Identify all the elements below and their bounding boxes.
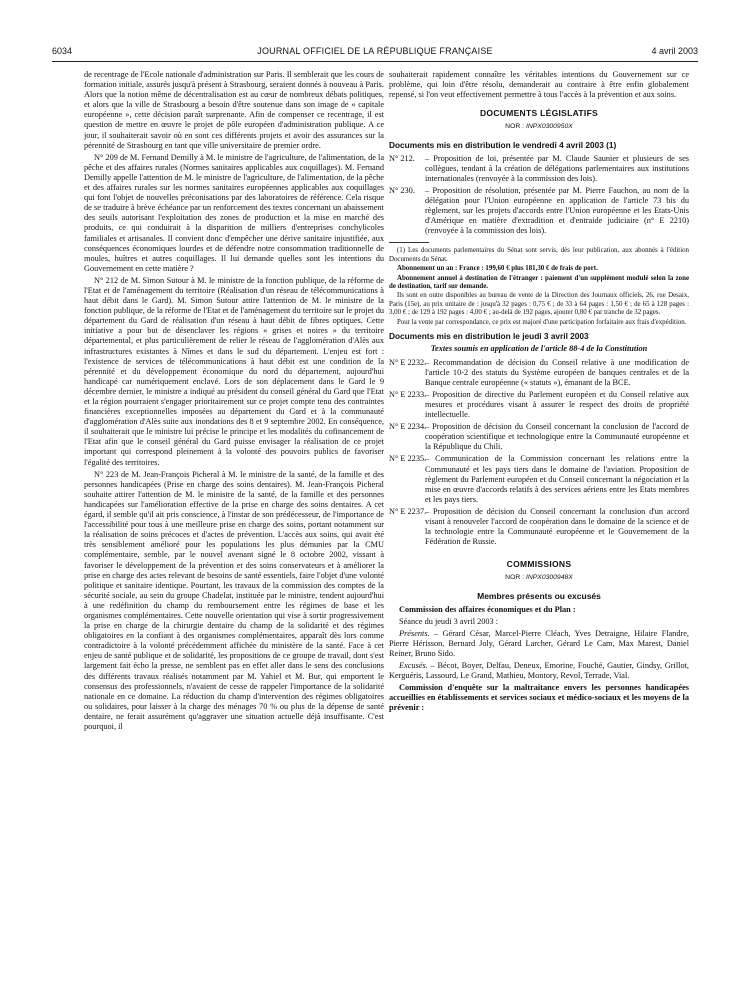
subheading-article-88-4: Textes soumis en application de l'article 88-4 de la Constitution [430, 344, 648, 354]
footnote-1: (1) Les documents parlementaires du Sénat sont servis, dès leur publication, aux abonnés à l'édition Documents du Sénat. [389, 247, 689, 263]
commission-enquete: Commission d'enquête sur la maltraitance envers les personnes handicapées accueillies en établissements et services sociaux et médico-sociaux et les moyens de la prévenir : [389, 683, 689, 713]
footnote-price-abroad: Abonnement annuel à destination de l'étranger : paiement d'un supplément modulé selon la zone de destination, tarif sur demande. [389, 274, 689, 290]
question-continuation: de recentrage de l'Ecole nationale d'administration sur Paris. Il semblerait que les cours de formation initiale, assurés jusqu'à présent à Strasbourg, seraient donnés à nouveau à Paris. Alors que la notion même de décentralisation est au cœur de nombreux débats politiques, et alors que la ville de Strasbourg a besoin d'être soutenue dans son image de « capitale européenne », cette décision paraît surprenante. Afin de compenser ce recentrage, il est question de mettre en œuvre le projet de pôle européen d'administration publique. A ce jour, il souhaiterait savoir où en sont ces différents projets et avoir des assurances sur la pérennité de Strasbourg en tant que ville universitaire de premier ordre. [84, 70, 384, 150]
footnote-price-france: Abonnement un an : France : 199,60 € plus 181,30 € de frais de port. [397, 265, 598, 273]
page-header [52, 46, 698, 60]
question-223: N° 223 de M. Jean-François Picheral à M. le ministre de la santé, de la famille et des personnes handicapées (Prise en charge des soins dentaires). M. Jean-François Picheral souhaite attirer l'attention de M. le ministre de la santé, de la famille et des personnes handicapées sur l'amélioration effective de la prise en charge des soins dentaires. A cet égard, il semble qu'il ait pris conscience, à l'instar de son prédécesseur, de l'importance de l'accessibilité pour tous à une meilleure prise en charge des soins, portant notamment sur la réalisation de soins précoces et d'actes de prévention. L'accès aux soins, qui avait été très sensiblement amélioré pour les populations les plus démunies par la CMU complémentaire, semble, par le nouvel avenant signé le 8 octobre 2002, vissant à favoriser le développement de la prévention et des soins conservateurs et à améliorer la prise en charge des actes relevant de besoins de santé essentiels, faire l'objet d'une volonté politique et sanitaire identique. Pourtant, les travaux de la commission des comptes de la sécurité sociale, au sein du groupe Chadelat, instituée par le ministre, tendent aujourd'hui à une redéfinition du champ du remboursement entre les régimes de base et les organismes complémentaires. Cette nouvelle orientation qui vise à sortir progressivement la prise en charge de la chirurgie dentaire du champ de la solidarité et des régimes obligatoires en la confiant à des organismes complémentaires, apparaît dès lors comme contradictoire à la volonté précédemment affichée du ministère de la santé. Face à cet enjeu de santé publique et de solidarité, les propositions de ce groupe de travail, dont s'est largement fait écho la presse, ne semblent pas en effet aller dans le sens des conclusions des différents travaux réalisés notamment par M. Yahiel et M. Bur, qui emportent le consensus des professionnels, n'avaient de cesse de rappeler l'importance de la solidarité nationale en ce domaine. La réduction du champ d'intervention des régimes obligatoires ou solidaires, pour laisser à la charge des ménages 70 % ou plus de la dépense de santé dentaire, ne ferait assurément qu'aggraver une situation actuelle déjà insuffisante. C'est pourquoi, il [84, 469, 384, 731]
page-number: 6034 [52, 46, 73, 56]
journal-title: JOURNAL OFFICIEL DE LA RÉPUBLIQUE FRANÇAISE [257, 46, 493, 56]
footnote-unit-price: Ils sont en outre disponibles au bureau de vente de la Direction des Journaux officiels, 26, rue Desaix, Paris (15e), au prix unitaire de : jusqu'à 32 pages : 0,75 € ; de 33 à 64 pages : 1,50 € ; de 65 à 128 pages : 3,00 € ; de 129 à 192 pages : 4,00 € ; au-delà de 192 pages, ajouter 0,80 € par tranche de 32 pages. [389, 292, 689, 317]
nor-reference-commissions: NOR : INPX0300948X [505, 574, 573, 582]
subheading-vendredi: Documents mis en distribution le vendredi 4 avril 2003 (1) [389, 140, 617, 151]
footnotes [389, 247, 689, 327]
section-title-commissions: COMMISSIONS [506, 559, 572, 570]
document-item-e2237: N° E 2237. – Proposition de décision du Conseil concernant la conclusion d'un accord visant à renouveler l'accord de coopération dans le domaine de la science et de la technologie entre la Communauté européenne et le Gouvernement de la Fédération de Russie. [389, 506, 689, 547]
document-item-e2233: N° E 2233. – Proposition de directive du Parlement européen et du Conseil relative aux mesures et procédures visant à assurer le respect des droits de propriété intellectuelle. [389, 389, 689, 420]
document-item-230: N° 230. – Proposition de résolution, présentée par M. Pierre Fauchon, au nom de la délégation pour l'Union européenne en application de l'article 73 bis du règlement, sur les projets d'accords entre l'Union européenne et les Etats-Unis d'Amérique en matière d'extradition et d'entraide judiciaire (n° E 2210) (renvoyée à la commission des lois). [389, 185, 689, 236]
document-item-e2235: N° E 2235. – Communication de la Commission concernant les relations entre la Communauté et les pays tiers dans le domaine de l'aviation. Proposition de règlement du Parlement européen et du Conseil concernant la négociation et la mise en œuvre d'accords relatifs à des services aériens entre les Etats membres et les pays tiers. [389, 454, 689, 504]
subheading-membres: Membres présents ou excusés [477, 591, 601, 602]
subheading-jeudi: Documents mis en distribution le jeudi 3 avril 2003 [389, 330, 589, 341]
footnote-mail-order: Pour la vente par correspondance, ce prix est majoré d'une participation forfaitaire aux frais d'expédition. [397, 318, 687, 326]
left-column [84, 70, 384, 975]
question-212: N° 212 de M. Simon Sutour à M. le ministre de la fonction publique, de la réforme de l'Etat et de l'aménagement du territoire (Réalisation d'un réseau de télécommunications à haut débit dans le Gard). M. Simon Sutour attire l'attention de M. le ministre de la fonction publique, de la réforme de l'Etat et de l'aménagement du territoire sur le projet du département du Gard de réalisation d'un réseau à haut débit de fibres optiques. Cette initiative a pour but de désenclaver les régions « grises et noires » du territoire départemental, et plus particulièrement de relier le réseau de l'agglomération d'Alès aux infrastructures existantes à Nîmes et dans le sud du département. L'enjeu est fort : l'existence de services de télécommunications à haut débit est une condition de la pérennité et du développement économique du nord du département, aujourd'hui handicapé car numériquement enclavé. Lors de son déplacement dans le Gard le 9 décembre dernier, le ministre a indiqué au président du conseil général du Gard que l'Etat et la région pourraient s'engager prioritairement sur ce projet compte tenu des contraintes financières exceptionnelles imposées au département du Gard et à la communauté d'agglomération d'Alès suite aux inondations des 8 et 9 septembre 2002. En conséquence, il souhaiterait que le ministre lui précise le principe et les modalités du cofinancement de l'Etat afin que le conseil général du Gard puisse envisager la réalisation de ce projet important qui correspond pleinement à la volonté des pouvoirs publics de favoriser l'égalité des territoires. [84, 275, 384, 467]
issue-date: 4 avril 2003 [651, 46, 698, 56]
header-rule [52, 61, 698, 62]
right-column [389, 70, 689, 975]
section-title-documents: DOCUMENTS LÉGISLATIFS [479, 108, 599, 119]
presents-list: Présents. – Gérard César, Marcel-Pierre Cléach, Yves Detraigne, Hilaire Flandre, Pierre Hérisson, Bernard Joly, Gérard Larcher, Gérard Le Cam, Max Marest, Daniel Reiner, Bruno Sido. [389, 628, 689, 658]
document-item-212: N° 212. – Proposition de loi, présentée par M. Claude Saunier et plusieurs de ses collègues, tendant à la création de délégations parlementaires aux institutions internationales (renvoyée à la commission des lois). [389, 153, 689, 183]
commission-affaires-economiques: Commission des affaires économiques et du Plan : [399, 604, 576, 614]
document-item-e2234: N° E 2234. – Proposition de décision du Conseil concernant la conclusion de l'accord de coopération scientifique et technologique entre la Communauté européenne et la République du Chili. [389, 422, 689, 452]
document-item-e2232: N° E 2232. – Recommandation de décision du Conseil relative à une modification de l'article 10-2 des statuts du Système européen de banques centrales et de la Banque centrale européenne (« statuts »), émanant de la BCE. [389, 357, 689, 387]
question-223-continuation: souhaiterait rapidement connaître les véritables intentions du Gouvernement sur ce problème, qui loin d'être résolu, demanderait au contraire à être enfin globalement repensé, si l'on veut effectivement permettre à tous l'accès à la prévention et aux soins. [389, 70, 689, 100]
excuses-list: Excusés. – Bécot, Boyer, Delfau, Deneux, Emorine, Fouché, Gautier, Gindsy, Grillot, Kerguéris, Lassourd, Le Grand, Mathieu, Montory, Revol, Terrade, Vial. [389, 661, 689, 681]
footnote-rule [389, 242, 429, 243]
nor-reference-documents: NOR : INPX0300950X [505, 123, 573, 131]
question-209: N° 209 de M. Fernand Demilly à M. le ministre de l'agriculture, de l'alimentation, de la pêche et des affaires rurales (Normes sanitaires applicables aux coquillages). M. Fernand Demilly appelle l'attention de M. le ministre de l'agriculture, de l'alimentation, de la pêche et des affaires rurales sur les normes sanitaires européennes applicables aux coquillages qui font l'objet de nouvelles préconisations par des laboratoires de référence. Cela risque de se traduire à brève échéance par un renforcement des textes concernant un abaissement des seuils autorisant l'exploitation des zones de production et la mise en marché des produits, ce qui conduirait à la disparition de milliers d'entreprises conchylicoles familiales et artisanales. Il convient donc d'empêcher une dérive sanitaire injustifiée, aux conséquences économiques lourdes et de défendre notre consommation traditionnelle de moules, huîtres et autres coquillages. Il lui demande quelles sont les intentions du Gouvernement en cette matière ? [84, 152, 384, 273]
seance-date: Séance du jeudi 3 avril 2003 : [399, 616, 499, 626]
